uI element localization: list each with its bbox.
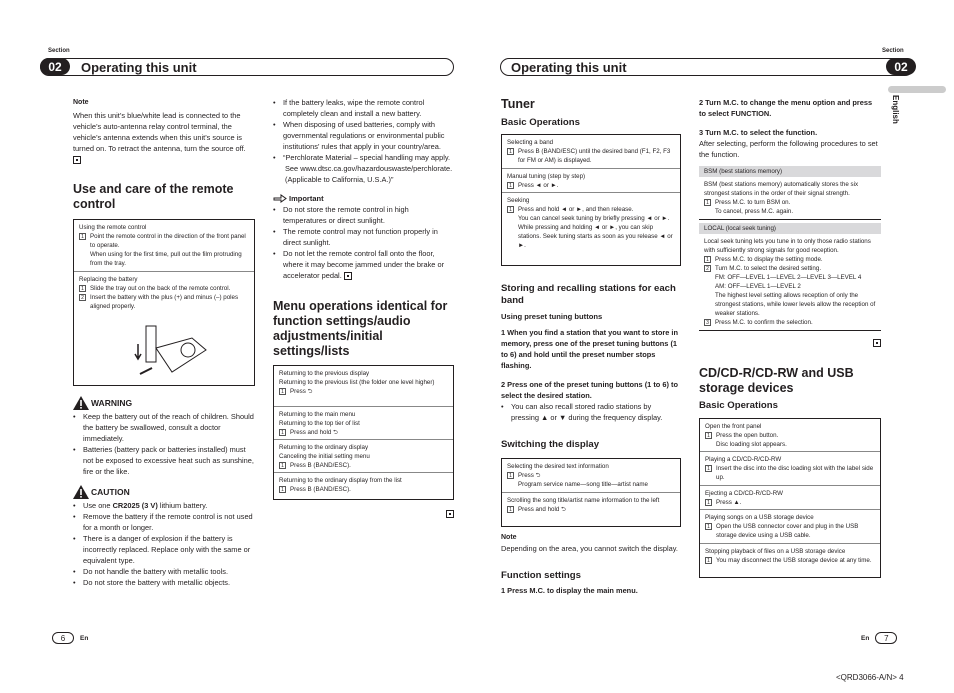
local-fm-levels: FM: OFF—LEVEL 1—LEVEL 2—LEVEL 3—LEVEL 4 bbox=[715, 274, 862, 281]
menu-ops-step: 1 Press B (BAND/ESC). bbox=[279, 461, 448, 470]
side-tab-bar bbox=[888, 86, 946, 93]
caution-title: CAUTION bbox=[91, 487, 130, 497]
menu-ops-cell bbox=[274, 366, 453, 407]
switch-text-cell bbox=[502, 459, 680, 493]
local-text: Local seek tuning lets you tune in to only those radio stations with sufficiently strong signals for good reception. bbox=[704, 238, 871, 254]
menu-ops-step: 1 Press ⮌ bbox=[279, 387, 448, 396]
back-arrow-icon: ⮌ bbox=[333, 429, 338, 436]
footer-left bbox=[52, 632, 88, 644]
cd-cell-note: Disc loading slot appears. bbox=[716, 441, 787, 448]
perchlorate-link[interactable]: See www.dtsc.ca.gov/hazardouswaste/perchlorate. (Applicable to California, U.S.A.)” bbox=[285, 164, 453, 184]
bsm-head: BSM (best stations memory) bbox=[699, 166, 881, 177]
side-tab-language: English bbox=[891, 95, 900, 124]
menu-ops-sub: Returning to the previous list (the folder one level higher) bbox=[279, 379, 435, 386]
tuner-manual-head: Manual tuning (step by step) bbox=[507, 173, 586, 180]
tuner-seek-note: While pressing and holding ◄ or ►, you can skip stations. Seek tuning starts as soon as you release ◄ or ►. bbox=[518, 224, 673, 249]
care-title: Use and care of the remote control bbox=[73, 182, 234, 211]
battery-illustration-icon bbox=[132, 324, 210, 380]
switch-title: Switching the display bbox=[501, 439, 600, 450]
menu-ops-head: Returning to the ordinary display bbox=[279, 444, 369, 451]
warning-item: • Keep the battery out of the reach of children. Should the battery be swallowed, consult a doctor immediately. bbox=[73, 411, 255, 444]
cd-cell-step: 1 Press ▲. bbox=[705, 498, 875, 507]
left-col-1 bbox=[73, 97, 255, 588]
important-item: • Do not let the remote control fall onto the floor, where it may become jammed under the brake or accelerator pedal. bbox=[273, 248, 454, 281]
caution-triangle-icon bbox=[73, 485, 89, 499]
bsm-cancel: To cancel, press M.C. again. bbox=[715, 208, 794, 215]
important-list bbox=[273, 204, 454, 281]
back-arrow-icon: ⮌ bbox=[535, 472, 541, 479]
right-col-2 bbox=[699, 97, 881, 578]
cd-title: CD/CD-R/CD-RW and USB storage devices bbox=[699, 366, 854, 395]
preset-title: Using preset tuning buttons bbox=[501, 312, 603, 321]
cd-cell-head: Open the front panel bbox=[705, 423, 762, 430]
remote-use-note: When using for the first time, pull out the film protruding from the tray. bbox=[90, 251, 242, 267]
local-head: LOCAL (local seek tuning) bbox=[699, 223, 881, 234]
note-text: When this unit’s blue/white lead is connected to the vehicle’s auto-antenna relay control terminal, the vehicle’s antenna extends when this unit’s source is turned on. To retract the antenna, turn the source off. bbox=[73, 110, 255, 165]
left-col-2 bbox=[273, 97, 454, 523]
remote-use-head: Using the remote control bbox=[79, 224, 147, 231]
header-bar-left bbox=[40, 58, 454, 76]
local-section bbox=[699, 223, 881, 331]
switch-text-step: 1 Press ⮌ bbox=[507, 471, 675, 480]
switch-scroll-cell bbox=[502, 493, 680, 526]
bsm-section bbox=[699, 166, 881, 220]
bsm-step: 1 Press M.C. to turn BSM on. bbox=[704, 198, 876, 207]
cd-cell-step: 1 Insert the disc into the disc loading slot with the label side up. bbox=[705, 464, 875, 482]
back-arrow-icon: ⮌ bbox=[307, 388, 313, 395]
bsm-text: BSM (best stations memory) automatically stores the six strongest stations in the order of their signal strength. bbox=[704, 181, 859, 197]
tuner-box bbox=[501, 134, 681, 266]
tuner-seek-head: Seeking bbox=[507, 197, 530, 204]
cd-cell-head: Stopping playback of files on a USB storage device bbox=[705, 548, 846, 555]
note-title: Note bbox=[73, 99, 89, 106]
warning-title: WARNING bbox=[91, 398, 133, 408]
switch-box bbox=[501, 458, 681, 527]
footer-right bbox=[861, 632, 897, 644]
tuner-seek-note: You can cancel seek tuning by briefly pressing ◄ or ►. bbox=[518, 215, 670, 222]
section-label-left: Section bbox=[48, 48, 70, 54]
cd-cell-head: Playing a CD/CD-R/CD-RW bbox=[705, 456, 782, 463]
cd-cell-step: 1 You may disconnect the USB storage device at any time. bbox=[705, 556, 875, 565]
bsm-body bbox=[699, 177, 881, 219]
menu-ops-title: Menu operations identical for function settings/audio adjustments/initial settings/lists bbox=[273, 299, 448, 358]
important-item: • Do not store the remote control in high temperatures or direct sunlight. bbox=[273, 204, 454, 226]
caution-item: • Do not store the battery with metallic objects. bbox=[73, 577, 255, 588]
switch-scroll-head: Scrolling the song title/artist name information to the left bbox=[507, 497, 660, 504]
page-number-left: 6 bbox=[52, 632, 74, 644]
battery-note-item: • When disposing of used batteries, comply with governmental regulations or environmental public institutions’ rules that apply in your country/area. bbox=[273, 119, 454, 152]
tuner-band-cell bbox=[502, 135, 680, 169]
tuner-title: Tuner bbox=[501, 97, 535, 111]
local-step-1: 1 Press M.C. to display the setting mode. bbox=[704, 255, 876, 264]
end-mark-icon bbox=[344, 272, 352, 280]
menu-ops-sub: Returning to the top tier of list bbox=[279, 420, 360, 427]
cd-cell bbox=[700, 452, 880, 486]
caution-item: • Do not handle the battery with metallic tools. bbox=[73, 566, 255, 577]
caution-list bbox=[73, 500, 255, 588]
cd-cell-head: Ejecting a CD/CD-R/CD-RW bbox=[705, 490, 783, 497]
func-step-1: 1 Press M.C. to display the main menu. bbox=[501, 586, 638, 595]
caution-heading bbox=[73, 485, 255, 499]
preset-bullet: • You can also recall stored radio stations by pressing ▲ or ▼ during the frequency display. bbox=[501, 401, 681, 423]
tuner-manual-step: 1 Press ◄ or ►. bbox=[507, 181, 675, 190]
footer-lang-right: En bbox=[861, 634, 870, 642]
local-note: The highest level setting allows reception of only the strongest stations, while lower levels allow the reception of weaker stations. bbox=[715, 292, 876, 317]
remote-use-step: 1 Point the remote control in the direction of the front panel to operate. bbox=[79, 232, 249, 250]
note2-text: Depending on the area, you cannot switch the display. bbox=[501, 544, 678, 553]
menu-ops-cell bbox=[274, 440, 453, 473]
tuner-band-head: Selecting a band bbox=[507, 139, 554, 146]
warning-list bbox=[73, 411, 255, 477]
battery-step-2: 2 Insert the battery with the plus (+) and minus (–) poles aligned properly. bbox=[79, 293, 249, 311]
menu-ops-step: 1 Press and hold ⮌ bbox=[279, 428, 448, 437]
store-title: Storing and recalling stations for each band bbox=[501, 283, 676, 306]
section-label-right: Section bbox=[882, 48, 904, 54]
tuner-band-step: 1 Press B (BAND/ESC) until the desired band (F1, F2, F3 for FM or AM) is displayed. bbox=[507, 147, 675, 165]
menu-ops-head: Returning to the previous display bbox=[279, 370, 370, 377]
end-mark-icon bbox=[73, 156, 81, 164]
page-number-right: 7 bbox=[875, 632, 897, 644]
cd-box bbox=[699, 418, 881, 578]
local-am-levels: AM: OFF—LEVEL 1—LEVEL 2 bbox=[715, 283, 801, 290]
switch-text-head: Selecting the desired text information bbox=[507, 463, 609, 470]
local-body bbox=[699, 234, 881, 330]
caution-item: • Use one CR2025 (3 V) lithium battery. bbox=[73, 500, 255, 511]
menu-ops-head: Returning to the main menu bbox=[279, 411, 356, 418]
important-title: Important bbox=[289, 194, 324, 203]
battery-note-item: • “Perchlorate Material – special handling may apply. bbox=[273, 152, 454, 163]
cd-cell bbox=[700, 419, 880, 452]
menu-ops-sub: Canceling the initial setting menu bbox=[279, 453, 370, 460]
page-title-right: Operating this unit bbox=[511, 59, 627, 75]
end-mark-icon bbox=[873, 339, 881, 347]
note2-title: Note bbox=[501, 534, 517, 541]
caution-item: • There is a danger of explosion if the battery is incorrectly replaced. Replace only with the same or equivalent type. bbox=[73, 533, 255, 566]
menu-ops-step: 1 Press B (BAND/ESC). bbox=[279, 485, 448, 494]
page-title-left: Operating this unit bbox=[81, 59, 197, 75]
local-step-2: 2 Turn M.C. to select the desired setting. bbox=[704, 264, 876, 273]
warning-triangle-icon bbox=[73, 396, 89, 410]
menu-ops-cell bbox=[274, 407, 453, 440]
warning-heading bbox=[73, 396, 255, 410]
battery-step-1: 1 Slide the tray out on the back of the remote control. bbox=[79, 284, 249, 293]
battery-notes bbox=[273, 97, 454, 185]
menu-ops-box bbox=[273, 365, 454, 500]
right-col-1 bbox=[501, 97, 681, 596]
battery-note-item: • If the battery leaks, wipe the remote control completely clean and install a new battery. bbox=[273, 97, 454, 119]
tuner-seek-step: 1 Press and hold ◄ or ►, and then release. bbox=[507, 205, 675, 214]
preset-step-2: 2 Press one of the preset tuning buttons (1 to 6) to select the desired station. bbox=[501, 380, 678, 400]
back-arrow-icon: ⮌ bbox=[561, 506, 566, 513]
switch-scroll-step: 1 Press and hold ⮌ bbox=[507, 505, 675, 514]
tuner-seek-cell bbox=[502, 193, 680, 265]
end-mark-icon bbox=[446, 510, 454, 518]
cd-cell-step: 1 Open the USB connector cover and plug in the USB storage device using a USB cable. bbox=[705, 522, 875, 540]
cd-cell-head: Playing songs on a USB storage device bbox=[705, 514, 814, 521]
footer-lang-left: En bbox=[80, 634, 89, 642]
switch-text-note: Program service name—song title—artist name bbox=[518, 481, 648, 488]
tuner-manual-cell bbox=[502, 169, 680, 193]
func-step-3-text: After selecting, perform the following procedures to set the function. bbox=[699, 139, 878, 159]
battery-cell bbox=[74, 272, 254, 385]
preset-step-1: 1 When you find a station that you want to store in memory, press one of the preset tuning buttons (1 to 6) and hold until the preset number stops flashing. bbox=[501, 328, 678, 370]
cd-cell bbox=[700, 486, 880, 510]
func-title: Function settings bbox=[501, 570, 581, 581]
battery-head: Replacing the battery bbox=[79, 276, 138, 283]
hand-pointer-icon bbox=[273, 193, 287, 204]
cd-cell bbox=[700, 510, 880, 544]
important-heading bbox=[273, 193, 454, 204]
menu-ops-cell bbox=[274, 473, 453, 499]
local-step-3: 3 Press M.C. to confirm the selection. bbox=[704, 318, 876, 327]
remote-box bbox=[73, 219, 255, 386]
cd-basic-ops: Basic Operations bbox=[699, 400, 778, 411]
important-item: • The remote control may not function properly in direct sunlight. bbox=[273, 226, 454, 248]
remote-use-cell bbox=[74, 220, 254, 272]
cd-cell bbox=[700, 544, 880, 577]
section-number-left: 02 bbox=[40, 58, 70, 75]
caution-item: • Remove the battery if the remote control is not used for a month or longer. bbox=[73, 511, 255, 533]
cd-cell-step: 1 Press the open button. bbox=[705, 431, 875, 440]
menu-ops-head: Returning to the ordinary display from the list bbox=[279, 477, 402, 484]
tuner-basic-ops: Basic Operations bbox=[501, 117, 580, 128]
document-code: <QRD3066-A/N> 4 bbox=[836, 673, 904, 682]
func-step-2: 2 Turn M.C. to change the menu option and press to select FUNCTION. bbox=[699, 98, 873, 118]
section-number-right: 02 bbox=[886, 58, 916, 75]
warning-item: • Batteries (battery pack or batteries installed) must not be exposed to excessive heat such as sunshine, fire or the like. bbox=[73, 444, 255, 477]
header-bar-right bbox=[500, 58, 914, 76]
func-step-3: 3 Turn M.C. to select the function. bbox=[699, 128, 818, 137]
